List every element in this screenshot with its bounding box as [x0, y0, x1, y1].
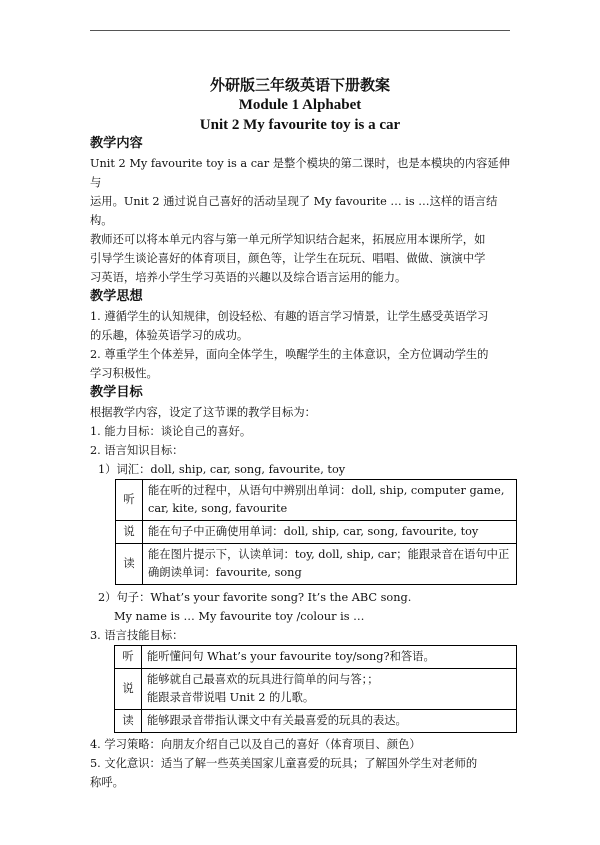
skill-key: 说	[116, 521, 143, 544]
content-line: 习英语，培养小学生学习英语的兴趣以及综合语言运用的能力。	[90, 271, 407, 284]
skill-desc-line: 能够就自己最喜欢的玩具进行简单的问与答；；	[147, 673, 379, 686]
skill-desc: 能听懂问句 What’s your favourite toy/song?和答语。	[142, 646, 517, 669]
title-line-2: Module 1 Alphabet	[238, 97, 362, 113]
table-row	[115, 669, 517, 710]
goal-ability: 1. 能力目标：谈论自己的喜好。	[90, 425, 252, 438]
skill-desc: 能在图片提示下，认读单词：toy, doll, ship, car；能跟录音在语句中正确朗读单词：favourite, song	[143, 544, 517, 585]
skill-desc	[142, 669, 517, 710]
goals-intro: 根据教学内容，设定了这节课的教学目标为：	[90, 406, 316, 419]
goal-skills: 3. 语言技能目标：	[90, 629, 184, 642]
heading-thinking: 教学思想	[90, 289, 143, 304]
goal-strategy: 4. 学习策略：向朋友介绍自己以及自己的喜好（体育项目、颜色）	[90, 738, 421, 751]
goal-knowledge: 2. 语言知识目标：	[90, 444, 184, 457]
skills-table	[114, 645, 517, 733]
skill-desc: 能在听的过程中，从语句中辨别出单词：doll, ship, computer game, car, kite, song, favourite	[143, 480, 517, 521]
thinking-line: 1. 遵循学生的认知规律，创设轻松、有趣的语言学习情景，让学生感受英语学习	[90, 310, 489, 323]
skill-key: 听	[116, 480, 143, 521]
goal-culture: 5. 文化意识：适当了解一些英美国家儿童喜爱的玩具；了解国外学生对老师的	[90, 757, 478, 770]
heading-goals: 教学目标	[90, 385, 143, 400]
title-line-3: Unit 2 My favourite toy is a car	[199, 117, 401, 133]
goal-vocab: 1）词汇：doll, ship, car, song, favourite, toy	[98, 463, 346, 476]
content-line: 教师还可以将本单元内容与第一单元所学知识结合起来，拓展应用本课所学，如	[90, 233, 486, 246]
goal-culture-cont: 称呼。	[90, 776, 124, 789]
skill-desc-line: 能跟录音带说唱 Unit 2 的儿歌。	[147, 691, 315, 704]
skill-desc: 能在句子中正确使用单词：doll, ship, car, song, favourite, toy	[143, 521, 517, 544]
goal-sentence-2: My name is … My favourite toy /colour is …	[114, 610, 365, 623]
title-line-1: 外研版三年级英语下册教案	[209, 78, 390, 94]
skill-key: 读	[116, 544, 143, 585]
table-row	[116, 544, 517, 585]
document-title	[0, 76, 600, 135]
header-rule	[90, 30, 510, 31]
table-row	[115, 646, 517, 669]
thinking-line: 学习积极性。	[90, 367, 158, 380]
skill-key: 说	[115, 669, 142, 710]
heading-content: 教学内容	[90, 136, 143, 151]
table-row	[115, 710, 517, 733]
skill-key: 听	[115, 646, 142, 669]
skill-key: 读	[115, 710, 142, 733]
document-body	[90, 134, 518, 792]
content-line: Unit 2 My favourite toy is a car 是整个模块的第二课时，也是本模块的内容延伸与	[90, 157, 510, 189]
table-row	[116, 521, 517, 544]
content-line: 引导学生谈论喜好的体育项目，颜色等，让学生在玩玩、唱唱、做做、演演中学	[90, 252, 486, 265]
vocab-table	[115, 479, 517, 585]
skill-desc: 能够跟录音带指认课文中有关最喜爱的玩具的表达。	[142, 710, 517, 733]
thinking-line: 的乐趣，体验英语学习的成功。	[90, 329, 249, 342]
goal-sentence-1: 2）句子：What’s your favorite song? It’s the ABC song.	[98, 591, 412, 604]
thinking-line: 2. 尊重学生个体差异，面向全体学生，唤醒学生的主体意识，全方位调动学生的	[90, 348, 489, 361]
content-line: 运用。Unit 2 通过说自己喜好的活动呈现了 My favourite … is …这样的语言结构。	[90, 195, 498, 227]
table-row	[116, 480, 517, 521]
